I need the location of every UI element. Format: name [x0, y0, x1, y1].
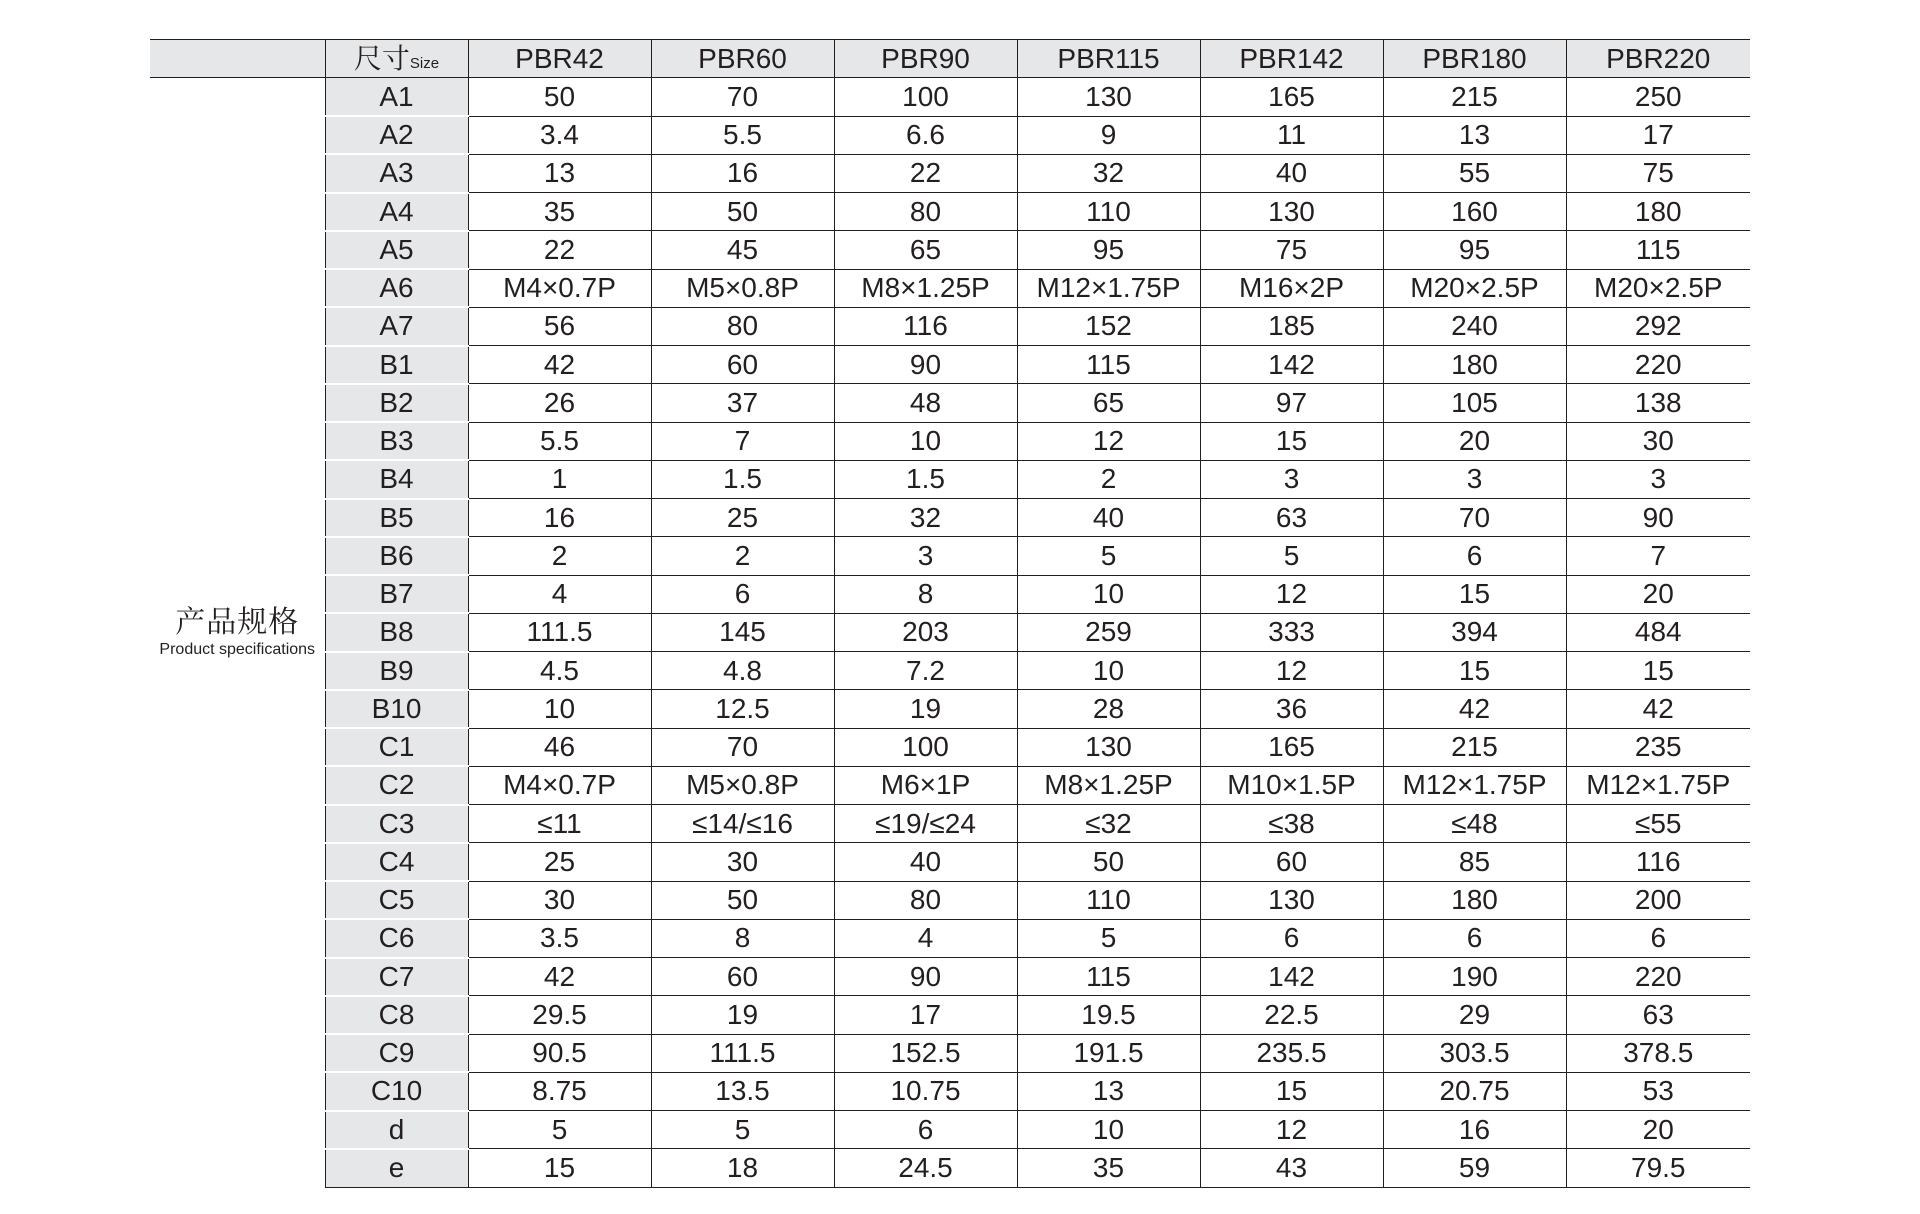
table-row [150, 881, 1750, 919]
value-cell: 165 [1200, 728, 1383, 766]
value-cell: 15 [1566, 652, 1750, 690]
value-cell: 95 [1017, 231, 1200, 269]
value-cell: ≤32 [1017, 805, 1200, 843]
value-cell: 6 [1200, 919, 1383, 957]
value-cell: 220 [1566, 346, 1750, 384]
dimension-label: B8 [325, 613, 468, 651]
value-cell: 40 [1017, 499, 1200, 537]
value-cell: 53 [1566, 1072, 1750, 1110]
dimension-label: C6 [325, 919, 468, 957]
value-cell: M12×1.75P [1017, 269, 1200, 307]
value-cell: 30 [468, 881, 651, 919]
value-cell: 90.5 [468, 1034, 651, 1072]
value-cell: 90 [834, 958, 1017, 996]
value-cell: 17 [1566, 116, 1750, 154]
value-cell: 130 [1017, 78, 1200, 116]
value-cell: 79.5 [1566, 1149, 1750, 1187]
value-cell: 5 [1017, 537, 1200, 575]
value-cell: 5.5 [651, 116, 834, 154]
dimension-label: A3 [325, 154, 468, 192]
value-cell: 15 [1200, 1072, 1383, 1110]
table-row [150, 460, 1750, 498]
value-cell: 116 [834, 307, 1017, 345]
value-cell: 50 [651, 881, 834, 919]
value-cell: 215 [1383, 78, 1566, 116]
value-cell: 20 [1566, 1111, 1750, 1149]
value-cell: M4×0.7P [468, 766, 651, 804]
table-row [150, 384, 1750, 422]
value-cell: M16×2P [1200, 269, 1383, 307]
value-cell: 17 [834, 996, 1017, 1034]
value-cell: 15 [1383, 575, 1566, 613]
spec-body [150, 78, 1750, 1187]
value-cell: 5.5 [468, 422, 651, 460]
model-header: PBR42 [468, 40, 651, 78]
dimension-label: A6 [325, 269, 468, 307]
size-header-zh: 尺寸 [353, 42, 410, 74]
value-cell: M12×1.75P [1566, 766, 1750, 804]
value-cell: 3.4 [468, 116, 651, 154]
value-cell: 20 [1383, 422, 1566, 460]
table-row [150, 1149, 1750, 1187]
value-cell: 32 [1017, 154, 1200, 192]
value-cell: 292 [1566, 307, 1750, 345]
header-row [150, 40, 1750, 78]
dimension-label: C7 [325, 958, 468, 996]
value-cell: 180 [1566, 193, 1750, 231]
value-cell: 70 [651, 78, 834, 116]
value-cell: 2 [1017, 460, 1200, 498]
value-cell: 130 [1200, 881, 1383, 919]
dimension-label: B1 [325, 346, 468, 384]
value-cell: 36 [1200, 690, 1383, 728]
table-row [150, 613, 1750, 651]
value-cell: ≤55 [1566, 805, 1750, 843]
value-cell: 2 [468, 537, 651, 575]
value-cell: 191.5 [1017, 1034, 1200, 1072]
value-cell: 70 [651, 728, 834, 766]
dimension-label: B10 [325, 690, 468, 728]
table-row [150, 652, 1750, 690]
value-cell: 111.5 [651, 1034, 834, 1072]
value-cell: 12 [1200, 575, 1383, 613]
value-cell: 65 [834, 231, 1017, 269]
value-cell: 15 [468, 1149, 651, 1187]
value-cell: 63 [1566, 996, 1750, 1034]
table-row [150, 422, 1750, 460]
value-cell: 18 [651, 1149, 834, 1187]
value-cell: 10 [1017, 652, 1200, 690]
value-cell: 19 [651, 996, 834, 1034]
value-cell: 190 [1383, 958, 1566, 996]
model-header: PBR180 [1383, 40, 1566, 78]
value-cell: 105 [1383, 384, 1566, 422]
value-cell: 8 [834, 575, 1017, 613]
value-cell: 3.5 [468, 919, 651, 957]
value-cell: 5 [1017, 919, 1200, 957]
value-cell: 45 [651, 231, 834, 269]
value-cell: 8.75 [468, 1072, 651, 1110]
model-header: PBR90 [834, 40, 1017, 78]
table-row [150, 154, 1750, 192]
dimension-label: B7 [325, 575, 468, 613]
value-cell: 130 [1017, 728, 1200, 766]
value-cell: M20×2.5P [1566, 269, 1750, 307]
value-cell: 180 [1383, 346, 1566, 384]
value-cell: 9 [1017, 116, 1200, 154]
value-cell: ≤19/≤24 [834, 805, 1017, 843]
value-cell: 100 [834, 728, 1017, 766]
value-cell: 5 [651, 1111, 834, 1149]
value-cell: 19 [834, 690, 1017, 728]
value-cell: 6 [834, 1111, 1017, 1149]
size-header-en: Size [409, 54, 440, 72]
value-cell: 145 [651, 613, 834, 651]
value-cell: 235.5 [1200, 1034, 1383, 1072]
category-label-zh: 产品规格 [175, 605, 300, 639]
value-cell: 8 [651, 919, 834, 957]
model-header: PBR220 [1566, 40, 1750, 78]
table-row [150, 958, 1750, 996]
value-cell: 60 [651, 346, 834, 384]
value-cell: 80 [834, 193, 1017, 231]
dimension-label: C5 [325, 881, 468, 919]
value-cell: 13 [468, 154, 651, 192]
dimension-label: C10 [325, 1072, 468, 1110]
table-row [150, 690, 1750, 728]
value-cell: 11 [1200, 116, 1383, 154]
value-cell: 3 [1200, 460, 1383, 498]
value-cell: 60 [651, 958, 834, 996]
value-cell: 22 [468, 231, 651, 269]
value-cell: 97 [1200, 384, 1383, 422]
value-cell: 15 [1383, 652, 1566, 690]
value-cell: 29.5 [468, 996, 651, 1034]
value-cell: 152.5 [834, 1034, 1017, 1072]
value-cell: 25 [651, 499, 834, 537]
value-cell: 10 [1017, 575, 1200, 613]
table-row [150, 269, 1750, 307]
value-cell: M6×1P [834, 766, 1017, 804]
table-row [150, 805, 1750, 843]
dimension-label: B3 [325, 422, 468, 460]
dimension-label: C4 [325, 843, 468, 881]
value-cell: 235 [1566, 728, 1750, 766]
value-cell: 75 [1200, 231, 1383, 269]
category-label-en: Product specifications [159, 641, 316, 659]
dimension-label: A4 [325, 193, 468, 231]
value-cell: 25 [468, 843, 651, 881]
value-cell: 303.5 [1383, 1034, 1566, 1072]
value-cell: 12.5 [651, 690, 834, 728]
value-cell: 200 [1566, 881, 1750, 919]
value-cell: 116 [1566, 843, 1750, 881]
value-cell: 110 [1017, 881, 1200, 919]
value-cell: 1.5 [651, 460, 834, 498]
dimension-label: C3 [325, 805, 468, 843]
value-cell: 6.6 [834, 116, 1017, 154]
table-row [150, 575, 1750, 613]
value-cell: 6 [1566, 919, 1750, 957]
value-cell: 4.5 [468, 652, 651, 690]
value-cell: 203 [834, 613, 1017, 651]
value-cell: 35 [1017, 1149, 1200, 1187]
value-cell: 240 [1383, 307, 1566, 345]
dimension-label: A5 [325, 231, 468, 269]
value-cell: 20.75 [1383, 1072, 1566, 1110]
value-cell: 160 [1383, 193, 1566, 231]
value-cell: 60 [1200, 843, 1383, 881]
value-cell: M8×1.25P [1017, 766, 1200, 804]
value-cell: 55 [1383, 154, 1566, 192]
value-cell: 220 [1566, 958, 1750, 996]
value-cell: 42 [468, 346, 651, 384]
value-cell: 3 [834, 537, 1017, 575]
table-row [150, 346, 1750, 384]
value-cell: 29 [1383, 996, 1566, 1034]
value-cell: M8×1.25P [834, 269, 1017, 307]
value-cell: 50 [1017, 843, 1200, 881]
value-cell: M5×0.8P [651, 269, 834, 307]
value-cell: 40 [1200, 154, 1383, 192]
value-cell: 32 [834, 499, 1017, 537]
value-cell: 42 [1383, 690, 1566, 728]
value-cell: M10×1.5P [1200, 766, 1383, 804]
value-cell: 43 [1200, 1149, 1383, 1187]
value-cell: 378.5 [1566, 1034, 1750, 1072]
spec-table [150, 39, 1750, 1188]
value-cell: 6 [1383, 919, 1566, 957]
value-cell: 7 [651, 422, 834, 460]
value-cell: 10.75 [834, 1072, 1017, 1110]
value-cell: 24.5 [834, 1149, 1017, 1187]
value-cell: ≤48 [1383, 805, 1566, 843]
value-cell: 180 [1383, 881, 1566, 919]
value-cell: 37 [651, 384, 834, 422]
value-cell: 4 [834, 919, 1017, 957]
header-blank-cell [150, 40, 325, 78]
table-row [150, 193, 1750, 231]
value-cell: 19.5 [1017, 996, 1200, 1034]
value-cell: 10 [1017, 1111, 1200, 1149]
dimension-label: C2 [325, 766, 468, 804]
value-cell: 1.5 [834, 460, 1017, 498]
value-cell: 4.8 [651, 652, 834, 690]
size-header [325, 40, 468, 78]
value-cell: 16 [1383, 1111, 1566, 1149]
value-cell: M5×0.8P [651, 766, 834, 804]
table-row [150, 231, 1750, 269]
value-cell: 59 [1383, 1149, 1566, 1187]
value-cell: 80 [651, 307, 834, 345]
value-cell: 333 [1200, 613, 1383, 651]
value-cell: M4×0.7P [468, 269, 651, 307]
value-cell: 90 [834, 346, 1017, 384]
table-row [150, 1072, 1750, 1110]
value-cell: 6 [651, 575, 834, 613]
value-cell: 16 [468, 499, 651, 537]
value-cell: 12 [1200, 1111, 1383, 1149]
value-cell: 7.2 [834, 652, 1017, 690]
value-cell: 26 [468, 384, 651, 422]
dimension-label: B5 [325, 499, 468, 537]
value-cell: 5 [1200, 537, 1383, 575]
value-cell: 3 [1566, 460, 1750, 498]
value-cell: 70 [1383, 499, 1566, 537]
value-cell: M12×1.75P [1383, 766, 1566, 804]
dimension-label: A1 [325, 78, 468, 116]
value-cell: 215 [1383, 728, 1566, 766]
value-cell: 100 [834, 78, 1017, 116]
model-header: PBR115 [1017, 40, 1200, 78]
table-row [150, 919, 1750, 957]
value-cell: 50 [468, 78, 651, 116]
value-cell: ≤14/≤16 [651, 805, 834, 843]
value-cell: 75 [1566, 154, 1750, 192]
dimension-label: B4 [325, 460, 468, 498]
value-cell: 13 [1017, 1072, 1200, 1110]
table-row [150, 843, 1750, 881]
value-cell: 5 [468, 1111, 651, 1149]
value-cell: 110 [1017, 193, 1200, 231]
dimension-label: B9 [325, 652, 468, 690]
dimension-label: e [325, 1149, 468, 1187]
dimension-label: B2 [325, 384, 468, 422]
value-cell: 6 [1383, 537, 1566, 575]
value-cell: 20 [1566, 575, 1750, 613]
model-header: PBR60 [651, 40, 834, 78]
value-cell: 259 [1017, 613, 1200, 651]
value-cell: 15 [1200, 422, 1383, 460]
value-cell: 40 [834, 843, 1017, 881]
value-cell: 48 [834, 384, 1017, 422]
dimension-label: A7 [325, 307, 468, 345]
value-cell: 111.5 [468, 613, 651, 651]
value-cell: 13.5 [651, 1072, 834, 1110]
value-cell: ≤38 [1200, 805, 1383, 843]
value-cell: 250 [1566, 78, 1750, 116]
value-cell: 10 [468, 690, 651, 728]
table-row [150, 116, 1750, 154]
value-cell: 80 [834, 881, 1017, 919]
value-cell: 22.5 [1200, 996, 1383, 1034]
value-cell: 115 [1017, 958, 1200, 996]
value-cell: M20×2.5P [1383, 269, 1566, 307]
value-cell: 1 [468, 460, 651, 498]
value-cell: ≤11 [468, 805, 651, 843]
value-cell: 65 [1017, 384, 1200, 422]
dimension-label: B6 [325, 537, 468, 575]
value-cell: 2 [651, 537, 834, 575]
value-cell: 10 [834, 422, 1017, 460]
value-cell: 63 [1200, 499, 1383, 537]
table-row [150, 537, 1750, 575]
dimension-label: C9 [325, 1034, 468, 1072]
table-row [150, 766, 1750, 804]
dimension-label: C1 [325, 728, 468, 766]
value-cell: 30 [1566, 422, 1750, 460]
value-cell: 12 [1017, 422, 1200, 460]
value-cell: 165 [1200, 78, 1383, 116]
value-cell: 85 [1383, 843, 1566, 881]
value-cell: 50 [651, 193, 834, 231]
value-cell: 142 [1200, 958, 1383, 996]
value-cell: 4 [468, 575, 651, 613]
value-cell: 95 [1383, 231, 1566, 269]
table-row [150, 78, 1750, 116]
value-cell: 30 [651, 843, 834, 881]
value-cell: 22 [834, 154, 1017, 192]
value-cell: 28 [1017, 690, 1200, 728]
table-row [150, 307, 1750, 345]
value-cell: 42 [1566, 690, 1750, 728]
table-row [150, 1034, 1750, 1072]
value-cell: 16 [651, 154, 834, 192]
value-cell: 35 [468, 193, 651, 231]
value-cell: 142 [1200, 346, 1383, 384]
value-cell: 152 [1017, 307, 1200, 345]
table-row [150, 728, 1750, 766]
value-cell: 7 [1566, 537, 1750, 575]
value-cell: 42 [468, 958, 651, 996]
value-cell: 90 [1566, 499, 1750, 537]
value-cell: 115 [1566, 231, 1750, 269]
table-row [150, 996, 1750, 1034]
value-cell: 130 [1200, 193, 1383, 231]
value-cell: 46 [468, 728, 651, 766]
value-cell: 484 [1566, 613, 1750, 651]
value-cell: 13 [1383, 116, 1566, 154]
dimension-label: C8 [325, 996, 468, 1034]
value-cell: 115 [1017, 346, 1200, 384]
table-row [150, 499, 1750, 537]
model-header: PBR142 [1200, 40, 1383, 78]
value-cell: 394 [1383, 613, 1566, 651]
dimension-label: A2 [325, 116, 468, 154]
value-cell: 185 [1200, 307, 1383, 345]
dimension-label: d [325, 1111, 468, 1149]
table-row [150, 1111, 1750, 1149]
value-cell: 138 [1566, 384, 1750, 422]
value-cell: 12 [1200, 652, 1383, 690]
value-cell: 56 [468, 307, 651, 345]
value-cell: 3 [1383, 460, 1566, 498]
category-cell [150, 78, 325, 1187]
